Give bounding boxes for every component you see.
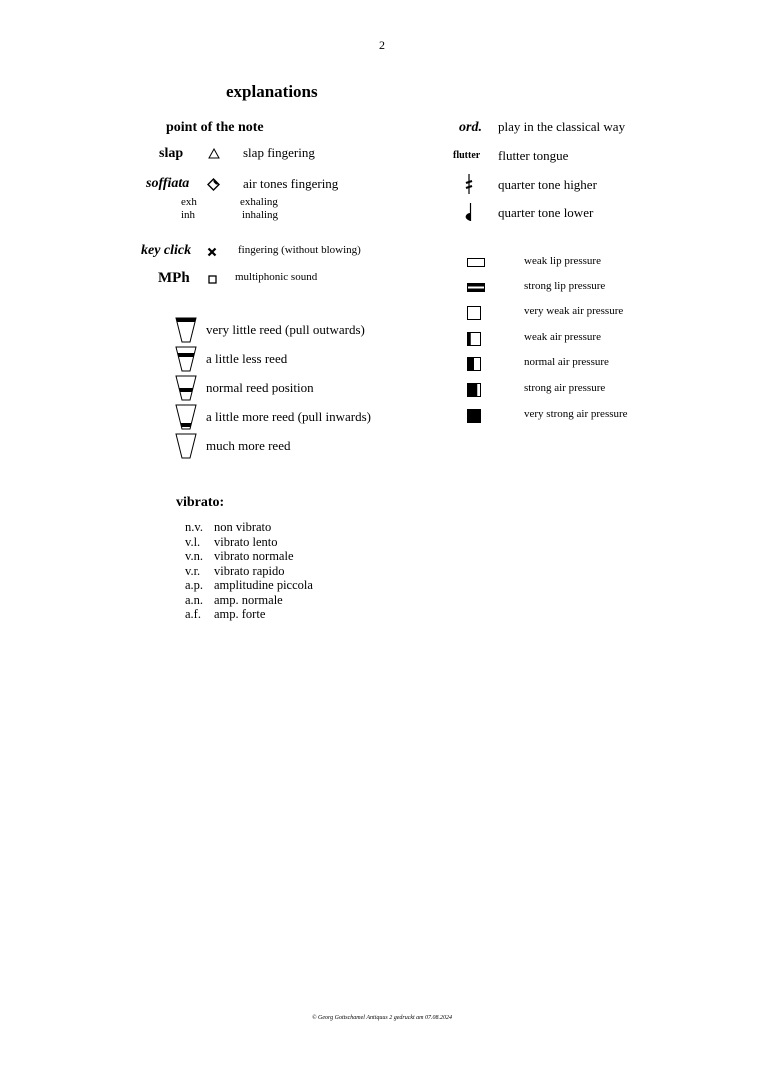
pressure-6-label: very strong air pressure — [524, 408, 628, 420]
key-click-term: key click — [141, 243, 192, 258]
mph-desc: multiphonic sound — [235, 271, 318, 283]
key-click-desc: fingering (without blowing) — [238, 244, 361, 256]
pressure-0-icon — [467, 257, 486, 269]
vibrato-heading: vibrato: — [176, 495, 225, 510]
vibrato-abbr: v.l. — [185, 534, 201, 549]
reed-level-2-label: normal reed position — [206, 380, 314, 395]
pressure-4-label: normal air pressure — [524, 356, 609, 368]
ord-desc: play in the classical way — [498, 119, 626, 134]
soffiata-term: soffiata — [146, 176, 190, 191]
diamond-icon — [207, 178, 220, 191]
pressure-1-label: strong lip pressure — [524, 280, 606, 292]
quarter-tone-lower-desc: quarter tone lower — [498, 205, 594, 220]
vibrato-abbr: v.n. — [185, 549, 203, 563]
pressure-5-icon — [467, 383, 482, 398]
vibrato-text: vibrato normale — [214, 549, 294, 563]
vibrato-text: amplitudine piccola — [214, 578, 313, 592]
triangle-icon — [208, 148, 220, 159]
slap-term: slap — [159, 146, 184, 161]
small-square-icon — [208, 275, 217, 284]
vibrato-text: amp. forte — [214, 607, 266, 621]
exh-term: exh — [181, 196, 197, 208]
pressure-4-icon — [467, 357, 482, 372]
pressure-3-label: weak air pressure — [524, 331, 601, 343]
page-number: 2 — [379, 38, 385, 52]
flutter-desc: flutter tongue — [498, 148, 569, 163]
pressure-3-icon — [467, 332, 482, 347]
ord-term: ord. — [459, 120, 482, 135]
x-icon — [207, 247, 217, 257]
reed-level-2-icon — [175, 374, 197, 402]
pressure-1-icon — [467, 282, 486, 294]
exh-desc: exhaling — [240, 196, 278, 208]
pressure-5-label: strong air pressure — [524, 382, 606, 394]
pressure-2-label: very weak air pressure — [524, 305, 624, 317]
page-title: explanations — [226, 82, 318, 101]
point-of-note-heading: point of the note — [166, 120, 264, 135]
reed-level-0-label: very little reed (pull outwards) — [206, 322, 365, 337]
vibrato-abbr: a.f. — [185, 607, 201, 621]
vibrato-abbr: n.v. — [185, 520, 203, 534]
vibrato-text: vibrato lento — [214, 534, 278, 549]
slap-desc: slap fingering — [243, 145, 315, 160]
vibrato-abbr: a.p. — [185, 578, 204, 592]
reed-level-4-label: much more reed — [206, 438, 291, 453]
reed-level-0-icon — [175, 316, 197, 344]
reed-level-1-icon — [175, 345, 197, 373]
soffiata-desc: air tones fingering — [243, 176, 339, 191]
vibrato-text: amp. normale — [214, 592, 283, 607]
inh-desc: inhaling — [242, 209, 279, 221]
inh-term: inh — [181, 209, 196, 221]
pressure-6-icon — [467, 409, 482, 424]
quarter-sharp-icon — [464, 173, 474, 195]
reed-level-4-icon — [175, 432, 197, 460]
vibrato-text: vibrato rapido — [214, 563, 285, 578]
mph-term: MPh — [158, 270, 190, 286]
vibrato-text: non vibrato — [214, 520, 272, 534]
pressure-0-label: weak lip pressure — [524, 255, 601, 267]
quarter-flat-icon — [463, 202, 473, 222]
footer-copyright: © Georg Gottschamel Antiquus 2 gedruckt am 07.08.2024 — [311, 1015, 453, 1021]
vibrato-abbr: a.n. — [185, 592, 204, 607]
reed-level-1-label: a little less reed — [206, 351, 288, 366]
pressure-2-icon — [467, 306, 482, 321]
flutter-term: flutter — [453, 150, 481, 161]
vibrato-abbr: v.r. — [185, 563, 201, 578]
reed-level-3-label: a little more reed (pull inwards) — [206, 409, 371, 424]
reed-level-3-icon — [175, 403, 197, 431]
quarter-tone-higher-desc: quarter tone higher — [498, 177, 597, 192]
